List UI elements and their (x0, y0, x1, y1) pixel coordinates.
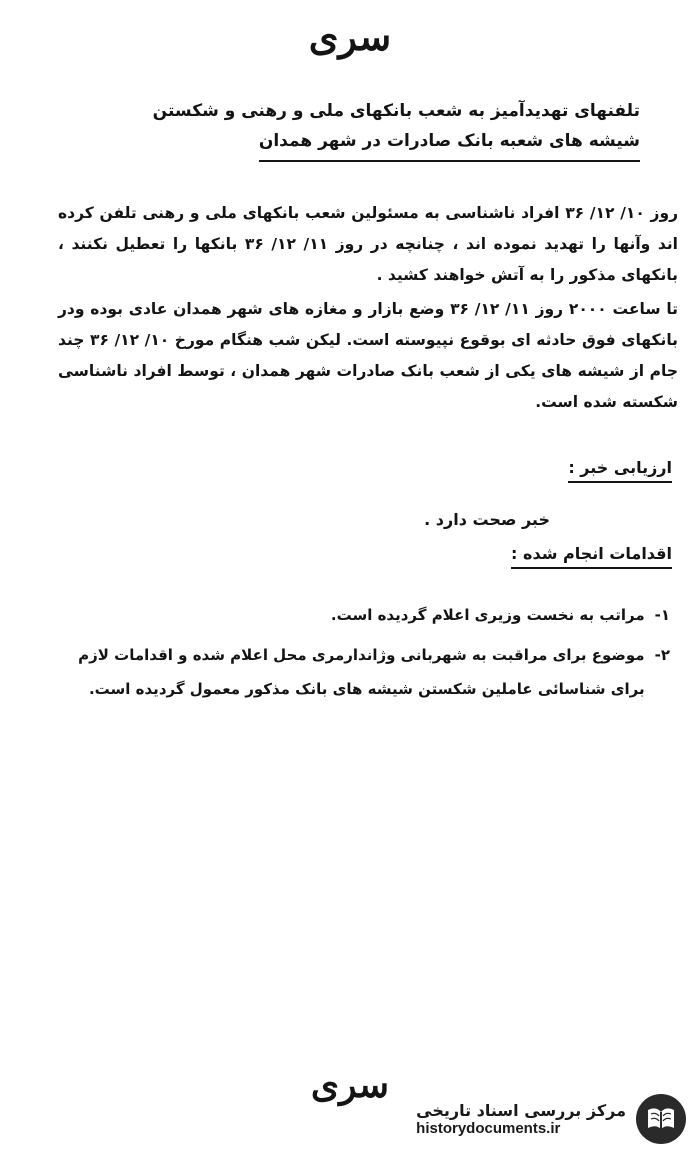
assessment-heading: ارزیابی خبر : (568, 458, 672, 483)
report-body (58, 198, 678, 418)
action-text: مراتب به نخست وزیری اعلام گردیده است. (330, 606, 645, 624)
action-number: ۱- (654, 606, 670, 624)
body-paragraph-2: تا ساعت ۲۰۰۰ روز ۱۱/ ۱۲/ ۳۶ وضع بازار و مغازه های شهر همدان عادی بوده ودر بانکهای فوق حادثه ای بوقوع نپیوسته است. لیکن شب هنگام مورخ ۱۰/ ۱۲/ ۳۶ چند جام از شیشه های یکی از شعب بانک صادرات شهر همدان ، توسط افراد ناشناسی شکسته شده است. (58, 300, 678, 411)
archive-name: مرکز بررسی اسناد تاریخی (416, 1101, 626, 1120)
archive-url: historydocuments.ir (416, 1120, 561, 1137)
classification-header: سری (308, 14, 392, 59)
actions-list (55, 598, 670, 706)
watermark-text (416, 1101, 626, 1137)
action-text: موضوع برای مراقبت به شهربانی وژاندارمری محل اعلام شده و اقدامات لازم برای شناسائی عاملین شکستن شیشه های بانک مذکور معمول گردیده است. (78, 646, 645, 698)
title-line-2: شیشه های شعبه بانک صادرات در شهر همدان (259, 126, 640, 162)
document-title (70, 96, 640, 156)
action-number: ۲- (654, 646, 670, 664)
book-logo-icon (634, 1092, 688, 1146)
archive-watermark (416, 1092, 688, 1146)
body-paragraph-1: روز ۱۰/ ۱۲/ ۳۶ افراد ناشناسی به مسئولین شعب بانکهای ملی و رهنی تلفن کرده اند وآنها را تهدید نموده اند ، چنانچه در روز ۱۱/ ۱۲/ ۳۶ بانکها را تعطیل نکنند ، بانکهای مذکور را به آتش خواهند کشید . (58, 204, 678, 284)
assessment-text: خبر صحت دارد . (424, 510, 550, 529)
list-item (55, 598, 670, 632)
actions-heading: اقدامات انجام شده : (511, 544, 672, 569)
title-line-1: تلفنهای تهدیدآمیز به شعب بانکهای ملی و رهنی و شکستن (152, 101, 640, 121)
list-item (55, 638, 670, 706)
classification-footer: سری (310, 1064, 390, 1106)
